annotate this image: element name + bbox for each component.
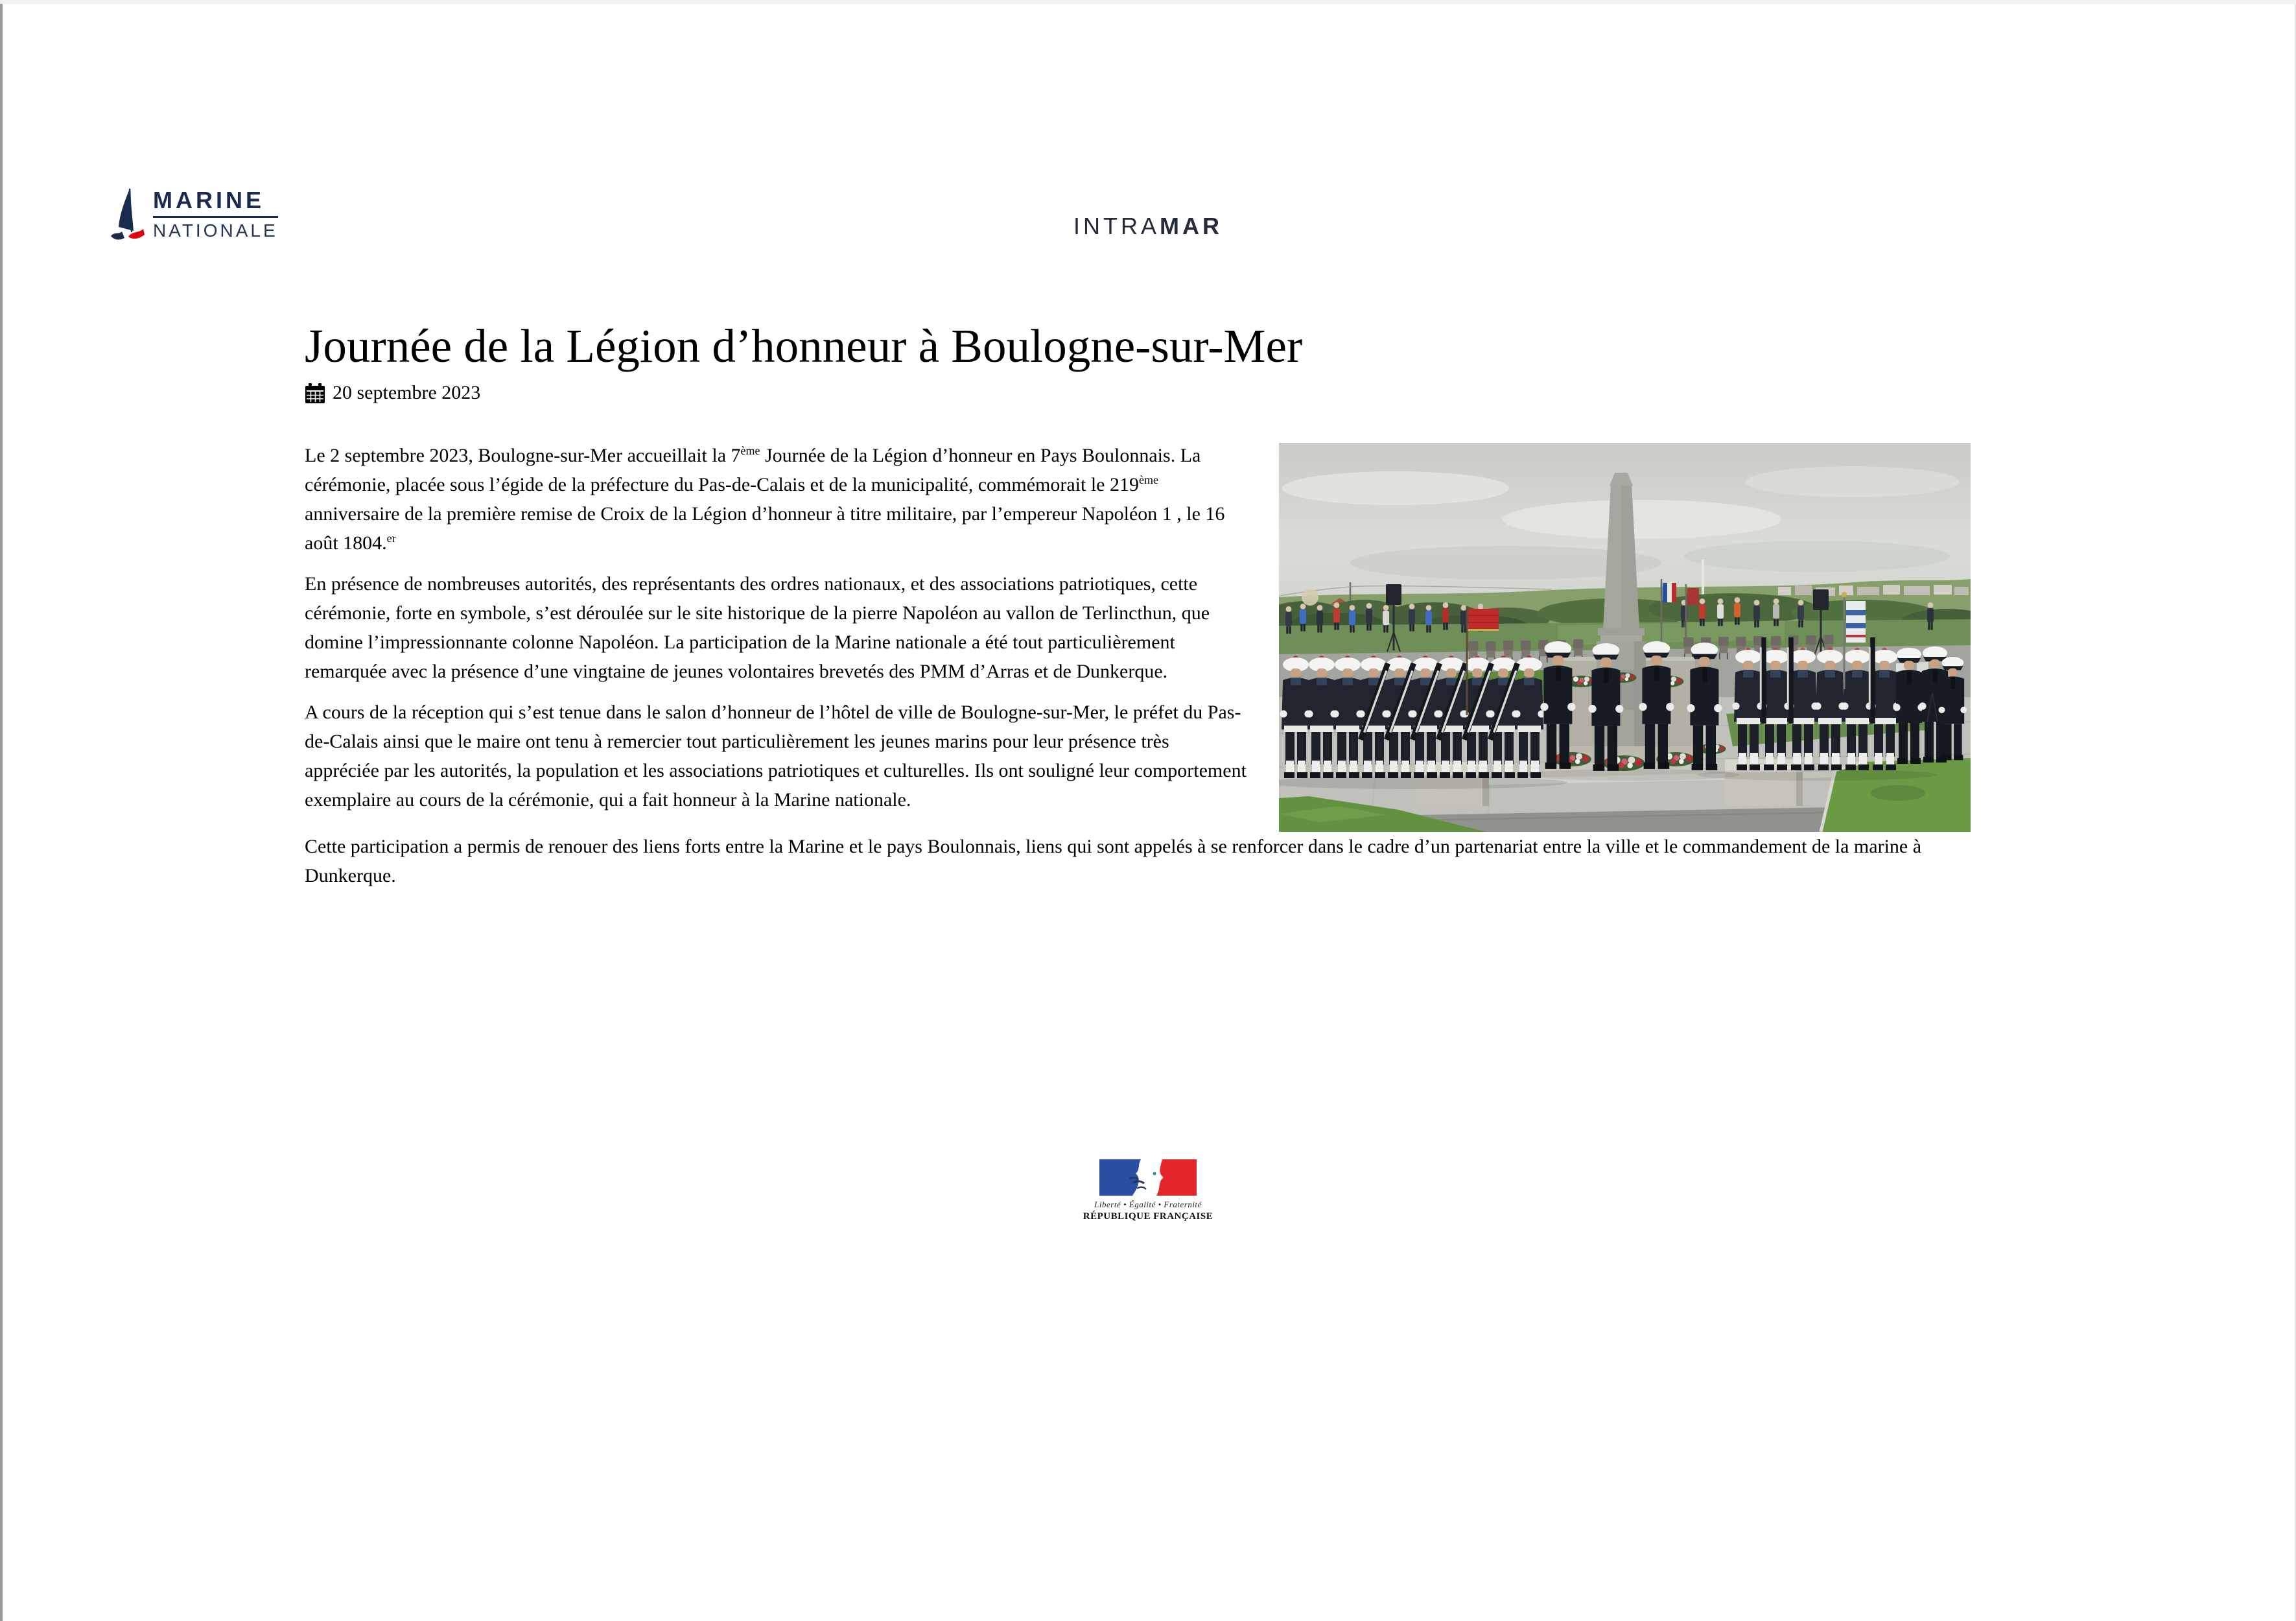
article-date: 20 septembre 2023 xyxy=(333,382,481,403)
calendar-icon xyxy=(305,383,326,404)
article-paragraph-2: En présence de nombreuses autorités, des représentants des ordres nationaux, et des associations patriotiques, cette cérémonie, forte en symbole, s’est déroulée sur le site historique de la pierre Napoléon au vallon de Terlincthun, que domine l’impressionnante colonne Napoléon. La participation de la Marine nationale a été tout particulièrement remarquée avec la présence d’une vingtaine de jeunes volontaires brevetés des PMM d’Arras et de Dunkerque. xyxy=(305,573,1210,682)
article-body xyxy=(305,405,1971,890)
p1-text-1: Le 2 septembre 2023, Boulogne-sur-Mer accueillait la 7 xyxy=(305,445,741,466)
p1-text-3: anniversaire de la première remise de Croix de la Légion d’honneur à titre militaire, par l’empereur Napoléon 1 , le 16 août 1804. xyxy=(305,503,1225,554)
intramar-intra: INTRA xyxy=(1073,213,1160,239)
window-left-edge xyxy=(0,4,3,1621)
article-date-row xyxy=(305,381,1971,405)
p1-sup-1: ème xyxy=(740,444,760,457)
p1-sup-3: er xyxy=(386,532,396,545)
footer-republic-name: RÉPUBLIQUE FRANÇAISE xyxy=(1083,1211,1213,1222)
marine-nationale-logo[interactable] xyxy=(110,188,278,244)
article xyxy=(305,319,1971,890)
ceremony-photo xyxy=(1279,443,1971,832)
ceremony-photo-illustration xyxy=(1279,443,1971,832)
window-top-strip xyxy=(0,0,2296,4)
p1-text-2: Journée de la Légion d’honneur en Pays Boulonnais. La cérémonie, placée sous l’égide de la préfecture du Pas-de-Calais et de la municipalité, commémorait le 219 xyxy=(305,445,1201,495)
french-flag-marianne-icon xyxy=(1099,1159,1197,1196)
article-paragraph-4: Cette participation a permis de renouer des liens forts entre la Marine et le pays Boulonnais, liens qui sont appelés à se renforcer dans le cadre d’un partenariat entre la ville et le commandement de la marine à Dunkerque. xyxy=(305,836,1922,886)
brand-line-nationale: NATIONALE xyxy=(153,220,278,241)
republique-francaise-logo xyxy=(1083,1159,1213,1222)
article-paragraph-3: A cours de la réception qui s’est tenue dans le salon d’honneur de l’hôtel de ville de Boulogne-sur-Mer, le préfet du Pas-de-Calais ainsi que le maire ont tenu à remercier tout particulièrement les jeunes marins pour leur présence très appréciée par les autorités, la population et les associations patriotiques et culturelles. Ils ont souligné leur comportement exemplaire au cours de la cérémonie, qui a fait honneur à la Marine nationale. xyxy=(305,702,1247,810)
intramar-logo[interactable] xyxy=(1073,213,1223,240)
p1-sup-2: ème xyxy=(1138,473,1158,486)
page-title: Journée de la Légion d’honneur à Boulogne-sur-Mer xyxy=(305,320,1303,372)
footer-motto: Liberté • Égalité • Fraternité xyxy=(1094,1200,1202,1209)
intramar-mar: MAR xyxy=(1160,213,1223,239)
sail-icon xyxy=(110,188,145,244)
brand-text xyxy=(153,188,278,240)
brand-line-marine: MARINE xyxy=(153,188,278,218)
